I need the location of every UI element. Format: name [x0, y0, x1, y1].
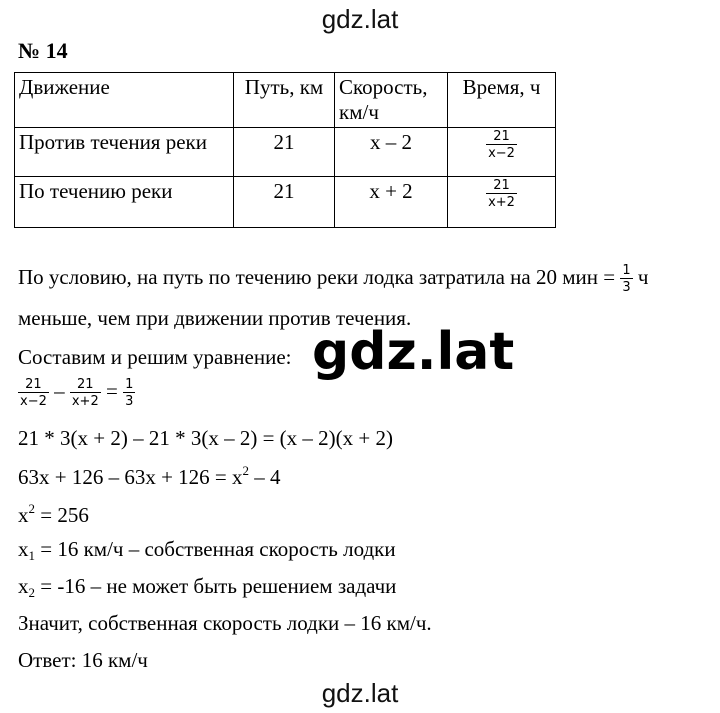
step-text: = 16 км/ч – собственная скорость лодки [35, 537, 396, 561]
header-distance: Путь, км [234, 73, 335, 128]
solution-step-2 [18, 463, 281, 490]
step-text: x [18, 574, 29, 598]
header-motion: Движение [15, 73, 234, 128]
solution-step-1: 21 * 3(x + 2) – 21 * 3(x – 2) = (x – 2)(x + 2) [18, 426, 393, 450]
equals-sign: = [105, 378, 118, 403]
cell-speed: x – 2 [335, 128, 448, 177]
fraction-denominator: 3 [125, 394, 134, 409]
task-number: № 14 [18, 38, 68, 63]
answer: Ответ: 16 км/ч [18, 648, 148, 672]
fraction-numerator: 1 [125, 377, 134, 392]
equation [18, 378, 135, 408]
table-header-row [15, 73, 556, 128]
watermark-bottom: gdz.lat [321, 678, 399, 708]
table-row [15, 177, 556, 228]
step-text: = -16 – не может быть решением задачи [35, 574, 397, 598]
fraction-numerator: 21 [493, 129, 510, 144]
step-text: = 256 [35, 503, 89, 527]
compose-equation-text: Составим и решим уравнение: [18, 345, 292, 369]
condition-text: По условию, на путь по течению реки лодка затратила на 20 мин = [18, 264, 616, 289]
cell-time [448, 177, 556, 228]
data-table [14, 72, 556, 228]
time-fraction [486, 130, 517, 160]
condition-line-2: меньше, чем при движении против течения. [18, 306, 412, 330]
step-text: x [18, 537, 29, 561]
fraction-numerator: 21 [77, 377, 94, 392]
cell-motion: Против течения реки [15, 128, 234, 177]
fraction-denominator: x+2 [71, 394, 99, 409]
fraction-numerator: 21 [493, 178, 510, 193]
equation-fraction-3 [123, 378, 135, 408]
time-fraction [486, 179, 517, 209]
cell-motion: По течению реки [15, 177, 234, 228]
equation-fraction-1 [18, 378, 49, 408]
header-time: Время, ч [448, 73, 556, 128]
cell-distance: 21 [234, 128, 335, 177]
fraction-numerator: 1 [622, 263, 631, 278]
fraction-denominator: x−2 [488, 146, 515, 161]
cell-time [448, 128, 556, 177]
exponent: 2 [28, 501, 35, 516]
condition-unit: ч [637, 264, 649, 289]
solution-step-5 [18, 574, 396, 601]
step-text: x [18, 503, 29, 527]
watermark-center: gdz.lat [312, 322, 515, 382]
step-text: 63x + 126 – 63x + 126 = x [18, 465, 243, 489]
step-text: – 4 [249, 465, 281, 489]
conclusion: Значит, собственная скорость лодки – 16 км/ч. [18, 611, 432, 635]
fraction-denominator: x+2 [488, 195, 515, 210]
watermark-top: gdz.lat [321, 4, 399, 34]
equation-fraction-2 [70, 378, 101, 408]
exponent: 2 [242, 463, 250, 478]
one-third-fraction [620, 264, 632, 294]
subscript: 2 [28, 585, 35, 600]
fraction-denominator: 3 [622, 280, 631, 295]
cell-speed: x + 2 [335, 177, 448, 228]
cell-distance: 21 [234, 177, 335, 228]
fraction-numerator: 21 [25, 377, 42, 392]
solution-step-3 [18, 501, 89, 528]
minus-sign: – [54, 378, 65, 403]
subscript: 1 [28, 548, 35, 563]
header-speed: Скорость, км/ч [335, 73, 448, 128]
table-row [15, 128, 556, 177]
condition-line-1 [18, 264, 648, 294]
fraction-denominator: x−2 [20, 394, 47, 409]
solution-step-4 [18, 537, 396, 564]
